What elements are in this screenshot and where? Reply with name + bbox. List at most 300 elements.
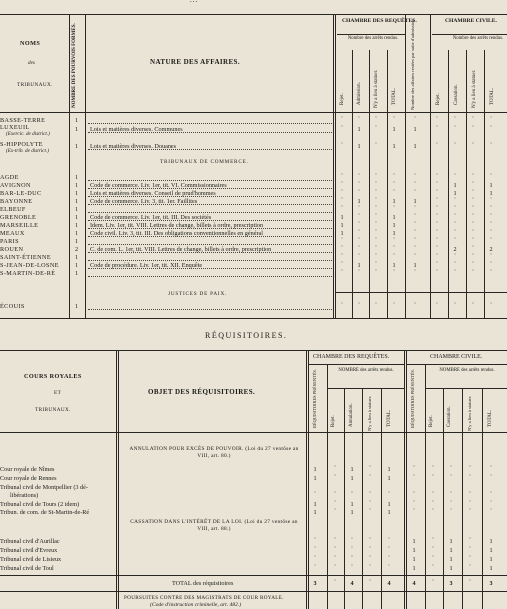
lower-total-cell: ″: [333, 580, 337, 585]
upper-vline: [405, 14, 406, 319]
col-nombre-pourvois: NOMBRE DES POURVOIS FORMÉS.: [72, 23, 77, 108]
upper-value-cell: ″: [413, 190, 417, 195]
lower-header-rule: [0, 432, 507, 433]
upper-value-cell: 1: [392, 126, 396, 133]
lower-vline: [406, 350, 407, 609]
upper-value-cell: ″: [435, 254, 439, 259]
tribunal-name: ROUEN: [0, 246, 24, 253]
upper-value-cell: ″: [374, 198, 378, 203]
lower-value-cell: ″: [431, 556, 435, 561]
lower-value-cell: ″: [489, 475, 493, 480]
upper-value-cell: ″: [340, 246, 344, 251]
lower-value-cell: ″: [468, 538, 472, 543]
lower-value-cell: ″: [350, 556, 354, 561]
upper-value-cell: ″: [471, 222, 475, 227]
upper-value-cell: ″: [453, 214, 457, 219]
upper-value-cell: ″: [374, 303, 378, 308]
lower-value-cell: ″: [431, 565, 435, 570]
upper-value-cell: ″: [435, 182, 439, 187]
leader-dots: [88, 276, 332, 277]
upper-value-cell: ″: [374, 246, 378, 251]
lower-vline: [327, 364, 328, 609]
lower-value-cell: 1: [313, 475, 317, 482]
pourvois-count: 1: [75, 214, 79, 221]
upper-value-cell: 1: [489, 182, 493, 189]
lower-nombre-arrets: NOMBRE des arrêts rendus.: [338, 368, 394, 373]
nature-affaire: C. de com. L. 1er, tit. VIII. Lettres de change, billets à ordre, prescription: [90, 246, 272, 253]
cour-name: Tribunal civil de Toul: [0, 565, 54, 572]
pourvois-count: 1: [75, 303, 79, 310]
upper-value-cell: ″: [413, 206, 417, 211]
upper-value-cell: 1: [340, 214, 344, 221]
cour-name: Tribun. de com. de St-Martin-de-Ré: [0, 509, 90, 516]
lower-value-cell: ″: [333, 492, 337, 497]
col-noms-tribunaux: TRIBUNAUX.: [17, 82, 53, 88]
lower-value-cell: ″: [333, 501, 337, 506]
lower-value-cell: 1: [489, 547, 493, 554]
lower-value-cell: 1: [449, 547, 453, 554]
lower-value-cell: 1: [387, 501, 391, 508]
lower-total-cell: ″: [368, 580, 372, 585]
upper-value-cell: ″: [340, 126, 344, 131]
lower-value-cell: ″: [333, 509, 337, 514]
lower-value-cell: ″: [449, 509, 453, 514]
pourvois-count: 1: [75, 117, 79, 124]
upper-value-cell: ″: [340, 143, 344, 148]
upper-value-cell: ″: [453, 303, 457, 308]
upper-value-cell: ″: [413, 238, 417, 243]
upper-vline: [387, 50, 388, 319]
nombre-arrets-req: Nombre des arrêts rendus.: [347, 36, 399, 41]
footer-poursuites: POURSUITES CONTRE DES MAGISTRATS DE COUR ROYALE.: [124, 595, 284, 601]
upper-value-cell: ″: [374, 190, 378, 195]
pourvois-count: 1: [75, 254, 79, 261]
upper-value-cell: ″: [340, 182, 344, 187]
upper-value-cell: ″: [471, 246, 475, 251]
pourvois-count: 1: [75, 270, 79, 277]
upper-value-cell: ″: [340, 174, 344, 179]
upper-value-cell: ″: [392, 238, 396, 243]
upper-value-cell: ″: [435, 246, 439, 251]
upper-value-cell: ″: [489, 117, 493, 122]
upper-value-cell: ″: [413, 117, 417, 122]
lower-total-cell: 3: [489, 580, 493, 587]
col-nylieu-req: N'y a lieu à statuer.: [374, 69, 379, 108]
lower-total-cell: 4: [350, 580, 354, 587]
upper-value-cell: 2: [453, 246, 457, 253]
upper-value-cell: ″: [374, 238, 378, 243]
tribunal-name: S-JEAN-DE-LOSNE: [0, 262, 59, 269]
upper-value-cell: ″: [392, 270, 396, 275]
upper-value-cell: ″: [435, 206, 439, 211]
lower-hline: [426, 388, 507, 389]
upper-value-cell: ″: [392, 206, 396, 211]
upper-value-cell: ″: [471, 182, 475, 187]
upper-value-cell: ″: [357, 246, 361, 251]
upper-value-cell: ″: [471, 303, 475, 308]
upper-value-cell: ″: [435, 222, 439, 227]
upper-value-cell: 1: [392, 214, 396, 221]
upper-value-cell: ″: [471, 126, 475, 131]
upper-vline: [85, 14, 86, 319]
lower-value-cell: 1: [489, 565, 493, 572]
upper-value-cell: ″: [471, 214, 475, 219]
lower-total-cell: 3: [313, 580, 317, 587]
upper-value-cell: ″: [435, 214, 439, 219]
tribunal-name: BAR-LE-DUC: [0, 190, 42, 197]
col-objet-requisitoires: OBJET DES RÉQUISITOIRES.: [148, 388, 256, 396]
cour-name: Cour royale de Rennes: [0, 475, 57, 482]
upper-value-cell: ″: [435, 174, 439, 179]
tribunal-name: BAYONNE: [0, 198, 33, 205]
upper-value-cell: ″: [357, 222, 361, 227]
pourvois-count: 1: [75, 190, 79, 197]
lower-total-cell: 4: [412, 580, 416, 587]
cour-name: libérations): [10, 492, 39, 499]
upper-value-cell: ″: [471, 198, 475, 203]
upper-value-cell: ″: [374, 206, 378, 211]
upper-value-cell: 1: [413, 262, 417, 269]
lower-value-cell: ″: [368, 556, 372, 561]
upper-value-cell: ″: [392, 303, 396, 308]
lower-value-cell: ″: [468, 547, 472, 552]
upper-value-cell: ″: [489, 198, 493, 203]
lower-value-cell: ″: [431, 492, 435, 497]
tribunal-subnote: (Ex-trib. de district.): [6, 148, 49, 154]
upper-value-cell: ″: [489, 222, 493, 227]
upper-value-cell: ″: [392, 246, 396, 251]
lower-value-cell: ″: [431, 475, 435, 480]
lower-value-cell: 1: [313, 509, 317, 516]
upper-value-cell: 1: [357, 126, 361, 133]
upper-vline: [352, 50, 353, 319]
upper-value-cell: ″: [413, 303, 417, 308]
col-total-req: TOTAL.: [392, 87, 397, 105]
upper-vline: [69, 14, 70, 319]
upper-value-cell: ″: [413, 182, 417, 187]
tribunal-name: GRENOBLE: [0, 214, 37, 221]
col-cours-royales: COURS ROYALES: [24, 373, 82, 380]
upper-value-cell: ″: [374, 117, 378, 122]
lower-value-cell: ″: [468, 565, 472, 570]
lower-col-total-civ: TOTAL.: [488, 409, 493, 427]
upper-value-cell: ″: [453, 126, 457, 131]
upper-value-cell: ″: [340, 303, 344, 308]
lower-value-cell: 1: [412, 565, 416, 572]
upper-value-cell: ″: [471, 270, 475, 275]
upper-value-cell: ″: [340, 117, 344, 122]
section-cassation: CASSATION DANS L'INTÉRÊT DE LA LOI. (Loi du 27 ventôse an VIII, art. 88.): [130, 519, 298, 532]
upper-hline: [337, 34, 405, 35]
pourvois-count: 1: [75, 126, 79, 133]
lower-col-rejet: Rejet.: [331, 415, 336, 427]
pourvois-count: 1: [75, 174, 79, 181]
lower-value-cell: ″: [431, 509, 435, 514]
upper-value-cell: ″: [489, 143, 493, 148]
col-noms-des: des: [28, 60, 35, 66]
lower-value-cell: ″: [387, 547, 391, 552]
col-admission-req: Admission.: [357, 82, 362, 105]
upper-value-cell: ″: [489, 174, 493, 179]
nature-affaire: Idem. Liv. 1er, tit. VIII. Lettres de change, billets à ordre, prescription: [90, 222, 264, 229]
lower-value-cell: ″: [387, 556, 391, 561]
upper-value-cell: ″: [453, 143, 457, 148]
lower-hline: [328, 388, 404, 389]
upper-value-cell: ″: [340, 238, 344, 243]
upper-value-cell: 1: [392, 262, 396, 269]
lower-value-cell: ″: [368, 501, 372, 506]
lower-nombre-arrets-civ: NOMBRE des arrêts rendus.: [439, 368, 495, 373]
upper-value-cell: ″: [374, 262, 378, 267]
lower-value-cell: ″: [449, 466, 453, 471]
cour-name: Tribunal civil d'Evreux: [0, 547, 58, 554]
lower-total-rule: [0, 575, 507, 576]
lower-value-cell: ″: [431, 466, 435, 471]
col-noms: NOMS: [20, 40, 41, 47]
upper-value-cell: ″: [489, 303, 493, 308]
tribunal-name: MEAUX: [0, 230, 25, 237]
lower-value-cell: ″: [368, 547, 372, 552]
upper-value-cell: ″: [374, 222, 378, 227]
lower-value-cell: ″: [412, 509, 416, 514]
lower-col-rejet-civ: Rejet.: [429, 415, 434, 427]
leader-dots: [88, 309, 332, 310]
lower-vline: [308, 350, 309, 609]
tribunal-name: S-MARTIN-DE-RÉ: [0, 270, 56, 277]
lower-vline: [425, 364, 426, 609]
total-label: TOTAL des réquisitoires: [172, 580, 234, 587]
lower-value-cell: ″: [489, 492, 493, 497]
lower-value-cell: ″: [350, 547, 354, 552]
upper-vline: [484, 50, 485, 319]
upper-value-cell: ″: [489, 262, 493, 267]
upper-value-cell: ″: [471, 206, 475, 211]
upper-value-cell: ″: [453, 198, 457, 203]
lower-value-cell: 1: [449, 565, 453, 572]
lower-value-cell: ″: [387, 492, 391, 497]
lower-value-cell: 1: [449, 556, 453, 563]
pourvois-count: 2: [75, 246, 79, 253]
leader-dots: [88, 204, 332, 205]
lower-vline: [116, 350, 117, 609]
upper-value-cell: ″: [340, 190, 344, 195]
lower-value-cell: ″: [333, 466, 337, 471]
nature-affaire: Code civil. Liv. 3, tit. III. Des obligations conventionnelles en général: [90, 230, 263, 237]
upper-value-cell: 1: [340, 222, 344, 229]
upper-value-cell: ″: [374, 254, 378, 259]
lower-value-cell: ″: [412, 475, 416, 480]
upper-value-cell: ″: [435, 117, 439, 122]
nature-affaire: Lois et matières diverses. Douanes: [90, 143, 177, 150]
upper-value-cell: ″: [489, 126, 493, 131]
upper-value-cell: ″: [471, 238, 475, 243]
lower-vline: [306, 350, 307, 609]
lower-value-cell: 1: [387, 475, 391, 482]
pourvois-count: 1: [75, 143, 79, 150]
upper-value-cell: ″: [357, 270, 361, 275]
upper-vline: [369, 50, 370, 319]
col-nature-affaires: NATURE DES AFFAIRES.: [150, 58, 241, 66]
upper-value-cell: ″: [374, 174, 378, 179]
upper-value-cell: ″: [374, 182, 378, 187]
lower-chambre-civile: CHAMBRE CIVILE.: [430, 354, 483, 360]
lower-hline: [406, 364, 507, 365]
lower-value-cell: ″: [368, 492, 372, 497]
pourvois-count: 1: [75, 262, 79, 269]
upper-value-cell: ″: [453, 262, 457, 267]
top-caption: ...: [190, 0, 199, 4]
leader-dots: [88, 220, 332, 221]
pourvois-count: 1: [75, 198, 79, 205]
upper-value-cell: ″: [435, 198, 439, 203]
cour-name: Tribunal civil de Tours (2 idem): [0, 501, 80, 508]
lower-value-cell: ″: [489, 509, 493, 514]
lower-value-cell: 1: [489, 538, 493, 545]
upper-value-cell: ″: [392, 190, 396, 195]
tribunal-name: ELBEUF: [0, 206, 26, 213]
lower-value-cell: ″: [489, 466, 493, 471]
lower-total-cell: 4: [387, 580, 391, 587]
upper-value-cell: ″: [357, 238, 361, 243]
tribunal-name: SAINT-ÉTIENNE: [0, 254, 52, 261]
tribunal-name: BASSE-TERRE: [0, 117, 46, 124]
upper-value-cell: ″: [435, 126, 439, 131]
upper-value-cell: ″: [489, 214, 493, 219]
lower-value-cell: ″: [468, 501, 472, 506]
lower-col-annulation: Annulation.: [349, 403, 354, 427]
upper-value-cell: 1: [413, 126, 417, 133]
upper-value-cell: 1: [413, 143, 417, 150]
lower-value-cell: ″: [468, 466, 472, 471]
lower-value-cell: 1: [350, 509, 354, 516]
tribunal-name: MARSEILLE: [0, 222, 39, 229]
upper-value-cell: ″: [357, 190, 361, 195]
section-title-requisitoires: RÉQUISITOIRES.: [205, 331, 288, 340]
section-annulation: ANNULATION POUR EXCÈS DE POUVOIR. (Loi du 27 ventôse an VIII, art. 80.): [129, 446, 299, 459]
upper-value-cell: ″: [413, 270, 417, 275]
lower-value-cell: 1: [313, 501, 317, 508]
tribunal-name: ÉCOUIS: [0, 303, 25, 310]
upper-value-cell: ″: [435, 238, 439, 243]
upper-value-cell: ″: [340, 254, 344, 259]
lower-value-cell: ″: [368, 538, 372, 543]
upper-vline: [448, 50, 449, 319]
nature-affaire: Code de commerce. Liv. 1er, tit. VI. Commissionnaires: [90, 182, 227, 189]
upper-value-cell: 1: [453, 190, 457, 197]
lower-value-cell: ″: [333, 556, 337, 561]
upper-value-cell: ″: [453, 174, 457, 179]
lower-value-cell: 1: [412, 538, 416, 545]
nature-affaire: Lois et matières diverses. Communes: [90, 126, 183, 133]
upper-value-cell: ″: [489, 254, 493, 259]
upper-value-cell: ″: [392, 174, 396, 179]
col-req-presentes: RÉQUISITOIRES PRÉSENTÉS.: [312, 369, 317, 428]
pourvois-count: 1: [75, 238, 79, 245]
nature-affaire: Code de commerce. Liv. 3, tit. 1er. Faillites: [90, 198, 198, 205]
lower-total-cell: ″: [468, 580, 472, 585]
lower-top-rule: [0, 350, 507, 351]
lower-value-cell: ″: [313, 556, 317, 561]
upper-value-cell: ″: [453, 238, 457, 243]
upper-value-cell: ″: [374, 126, 378, 131]
lower-value-cell: ″: [313, 565, 317, 570]
lower-value-cell: 1: [489, 556, 493, 563]
lower-hline: [308, 364, 404, 365]
leader-dots: [88, 132, 332, 133]
col-nombre-affaires: Nombre des affaires restées par suite d'admission.: [410, 18, 415, 110]
upper-value-cell: ″: [471, 117, 475, 122]
leader-dots: [88, 123, 332, 124]
upper-value-cell: ″: [489, 230, 493, 235]
lower-value-cell: ″: [350, 492, 354, 497]
upper-vline: [466, 50, 467, 319]
upper-value-cell: ″: [453, 230, 457, 235]
upper-value-cell: ″: [489, 238, 493, 243]
upper-hline: [432, 34, 507, 35]
lower-value-cell: ″: [449, 501, 453, 506]
leader-dots: [88, 252, 332, 253]
section-justices-paix: JUSTICES DE PAIX.: [168, 291, 228, 297]
lower-value-cell: ″: [468, 556, 472, 561]
pourvois-count: 1: [75, 206, 79, 213]
tribunal-name: AVIGNON: [0, 182, 31, 189]
leader-dots: [88, 212, 332, 213]
lower-value-cell: ″: [489, 501, 493, 506]
upper-value-cell: ″: [374, 270, 378, 275]
upper-value-cell: ″: [453, 270, 457, 275]
chambre-civile-header: CHAMBRE CIVILE.: [445, 18, 497, 24]
upper-value-cell: 2: [489, 246, 493, 253]
upper-value-cell: ″: [471, 230, 475, 235]
lower-value-cell: ″: [387, 538, 391, 543]
upper-value-cell: ″: [453, 254, 457, 259]
pourvois-count: 1: [75, 182, 79, 189]
col-req-presentes-civ: RÉQUISITOIRES PRÉSENTÉS.: [410, 369, 415, 428]
upper-value-cell: ″: [435, 143, 439, 148]
upper-value-cell: ″: [489, 270, 493, 275]
upper-value-cell: ″: [453, 206, 457, 211]
lower-vline: [404, 350, 405, 609]
lower-value-cell: 1: [387, 509, 391, 516]
col-cours-tribunaux: TRIBUNAUX.: [35, 407, 71, 413]
upper-value-cell: 1: [392, 198, 396, 205]
upper-value-cell: ″: [435, 303, 439, 308]
lower-col-nylieu: N'y a lieu à statuer.: [367, 395, 372, 431]
upper-value-cell: ″: [471, 254, 475, 259]
lower-chambre-requetes: CHAMBRE DES REQUÊTES.: [313, 354, 390, 360]
lower-value-cell: ″: [387, 565, 391, 570]
col-nylieu-civ: N'y a lieu à statuer.: [472, 69, 477, 108]
upper-value-cell: ″: [357, 254, 361, 259]
upper-value-cell: ″: [357, 230, 361, 235]
upper-value-cell: ″: [413, 254, 417, 259]
lower-value-cell: 1: [350, 475, 354, 482]
upper-value-cell: ″: [392, 254, 396, 259]
lower-value-cell: ″: [468, 475, 472, 480]
lower-value-cell: ″: [313, 547, 317, 552]
upper-value-cell: ″: [413, 246, 417, 251]
upper-value-cell: ″: [435, 230, 439, 235]
leader-dots: [88, 244, 332, 245]
leader-dots: [88, 196, 332, 197]
leader-dots: [88, 188, 332, 189]
nature-affaire: Code de procédure. Liv. 1er, tit. XII. Enquête: [90, 262, 203, 269]
lower-value-cell: ″: [333, 547, 337, 552]
upper-value-cell: ″: [471, 143, 475, 148]
upper-value-cell: ″: [413, 174, 417, 179]
lower-value-cell: ″: [468, 492, 472, 497]
leader-dots: [88, 268, 332, 269]
